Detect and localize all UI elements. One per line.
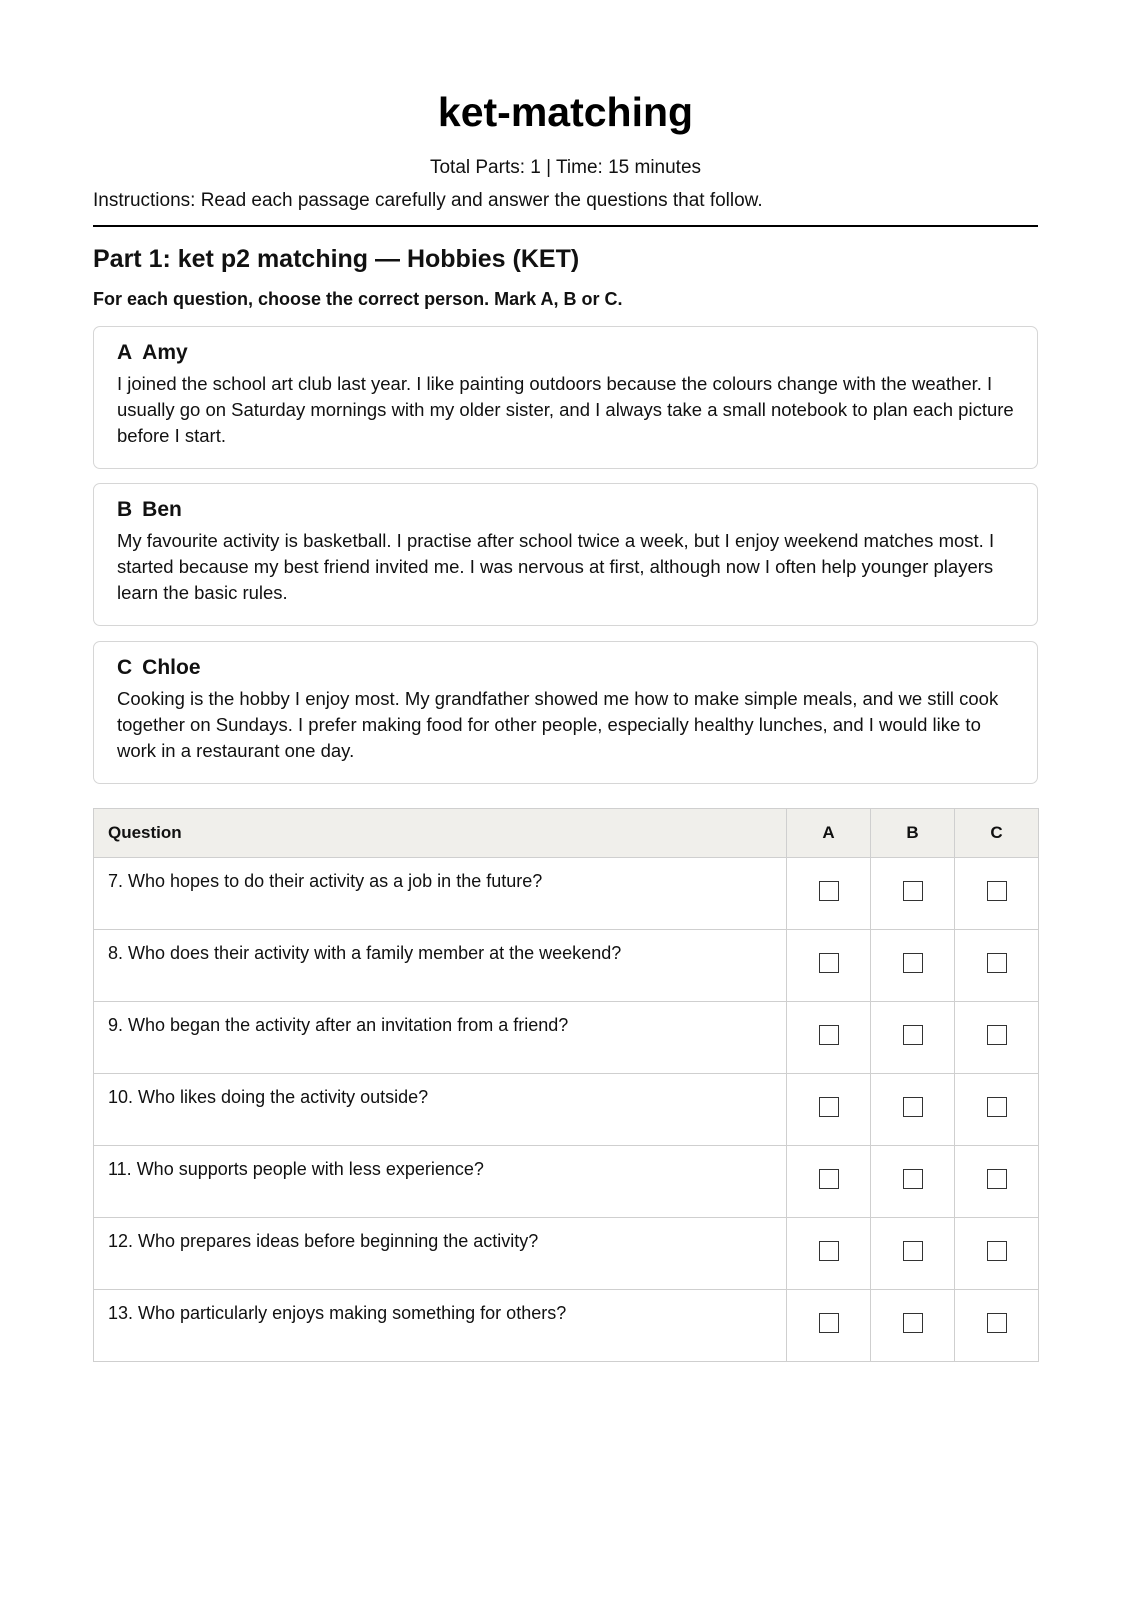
answer-checkbox-b[interactable]: [903, 1025, 923, 1045]
passage-letter: A: [117, 341, 133, 364]
answer-checkbox-a[interactable]: [819, 1097, 839, 1117]
part-instruction: For each question, choose the correct person. Mark A, B or C.: [93, 289, 623, 309]
passage-heading: [117, 654, 1015, 682]
table-row: [94, 930, 1039, 1002]
answer-checkbox-a[interactable]: [819, 1313, 839, 1333]
answer-checkbox-b[interactable]: [903, 1241, 923, 1261]
test-meta: Total Parts: 1 | Time: 15 minutes: [429, 157, 702, 178]
option-column-header-c: C: [955, 809, 1039, 858]
page-title: ket-matching: [437, 89, 694, 135]
passage-text: I joined the school art club last year. I like painting outdoors because the colours change with the weather. I usually go on Saturday mornings with my older sister, and I always take a small notebook to plan each picture before I start.: [117, 373, 1014, 446]
answer-checkbox-a[interactable]: [819, 953, 839, 973]
passage-card-b: [93, 483, 1038, 626]
question-column-header: Question: [94, 809, 787, 858]
passage-text: My favourite activity is basketball. I practise after school twice a week, but I enjoy weekend matches most. I started because my best friend invited me. I was nervous at first, although now I often help younger players learn the basic rules.: [117, 530, 995, 603]
general-instructions: Instructions: Read each passage carefully and answer the questions that follow.: [93, 190, 763, 211]
answer-checkbox-c[interactable]: [987, 953, 1007, 973]
option-column-header-a: A: [787, 809, 871, 858]
answer-checkbox-c[interactable]: [987, 881, 1007, 901]
answer-checkbox-b[interactable]: [903, 953, 923, 973]
question-text: 11. Who supports people with less experience?: [94, 1146, 787, 1218]
answer-checkbox-c[interactable]: [987, 1241, 1007, 1261]
question-text: 13. Who particularly enjoys making something for others?: [94, 1290, 787, 1362]
passage-text: Cooking is the hobby I enjoy most. My grandfather showed me how to make simple meals, and we still cook together on Sundays. I prefer making food for other people, especially healthy lunches, and I would like to work in a restaurant one day.: [117, 688, 999, 761]
table-row: [94, 1218, 1039, 1290]
answer-checkbox-a[interactable]: [819, 1169, 839, 1189]
answer-checkbox-c[interactable]: [987, 1169, 1007, 1189]
answer-checkbox-b[interactable]: [903, 881, 923, 901]
question-text: 7. Who hopes to do their activity as a job in the future?: [94, 858, 787, 930]
answer-checkbox-b[interactable]: [903, 1097, 923, 1117]
answer-checkbox-c[interactable]: [987, 1313, 1007, 1333]
table-row: [94, 1290, 1039, 1362]
answer-table: [93, 808, 1039, 1362]
question-text: 10. Who likes doing the activity outside?: [94, 1074, 787, 1146]
answer-checkbox-a[interactable]: [819, 881, 839, 901]
answer-checkbox-c[interactable]: [987, 1025, 1007, 1045]
answer-table-header: [94, 809, 1039, 858]
answer-checkbox-a[interactable]: [819, 1241, 839, 1261]
answer-checkbox-c[interactable]: [987, 1097, 1007, 1117]
answer-checkbox-a[interactable]: [819, 1025, 839, 1045]
header-divider: [93, 225, 1038, 227]
part-title: Part 1: ket p2 matching — Hobbies (KET): [93, 245, 580, 273]
table-row: [94, 858, 1039, 930]
passage-letter: C: [117, 656, 133, 679]
table-row: [94, 1074, 1039, 1146]
question-text: 8. Who does their activity with a family member at the weekend?: [94, 930, 787, 1002]
passage-person-name: Ben: [142, 498, 182, 521]
passage-heading: [117, 339, 1015, 367]
passage-letter: B: [117, 498, 133, 521]
passage-person-name: Amy: [142, 341, 188, 364]
question-text: 12. Who prepares ideas before beginning the activity?: [94, 1218, 787, 1290]
option-column-header-b: B: [871, 809, 955, 858]
passage-card-c: [93, 641, 1038, 784]
answer-checkbox-b[interactable]: [903, 1169, 923, 1189]
passage-heading: [117, 496, 1015, 524]
answer-checkbox-b[interactable]: [903, 1313, 923, 1333]
question-text: 9. Who began the activity after an invitation from a friend?: [94, 1002, 787, 1074]
table-row: [94, 1146, 1039, 1218]
passage-person-name: Chloe: [142, 656, 201, 679]
table-row: [94, 1002, 1039, 1074]
passage-card-a: [93, 326, 1038, 469]
